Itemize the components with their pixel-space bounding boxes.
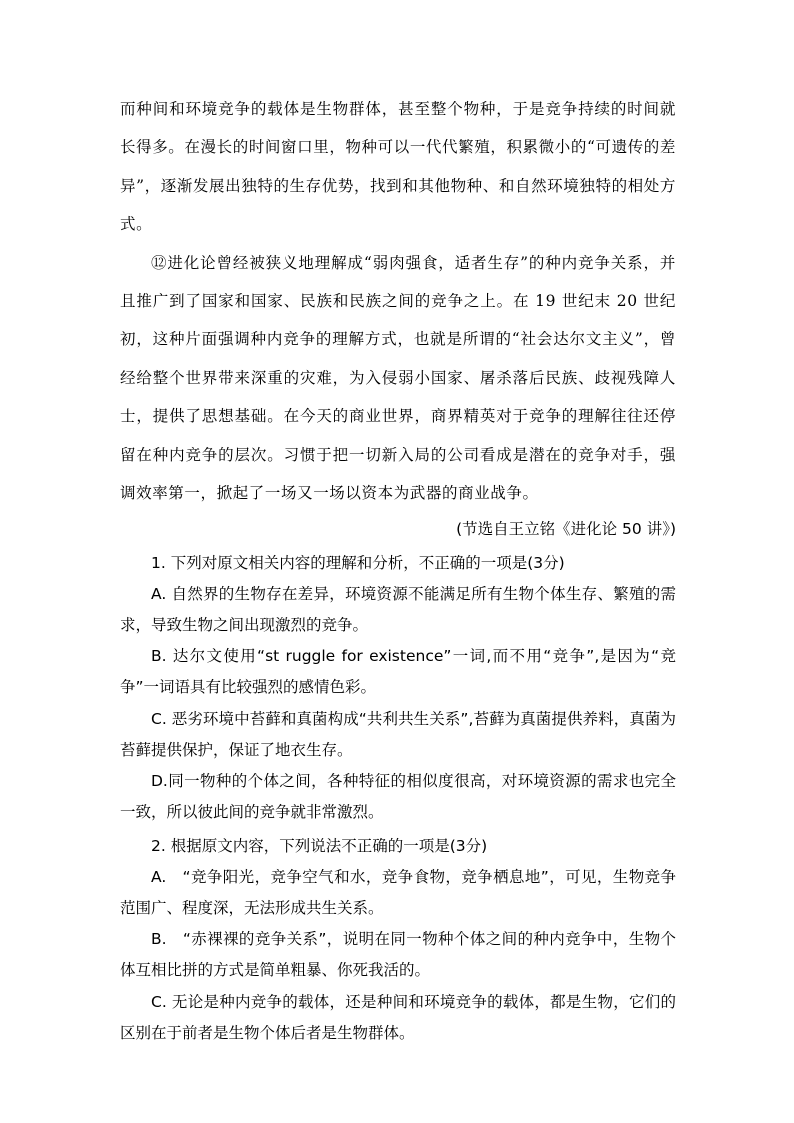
document-content: [120, 90, 676, 1049]
question-option-a: A. 自然界的生物存在差异，环境资源不能满足所有生物个体生存、繁殖的需求，导致生物之间出现激烈的竞争。: [120, 584, 676, 635]
question-option-c: C. 恶劣环境中苔藓和真菌构成“共利共生关系”,苔藓为真菌提供养料，真菌为苔藓提供保护，保证了地衣生存。: [120, 709, 676, 759]
passage-paragraph-12: ⑫进化论曾经被狭义地理解成“弱肉强食，适者生存”的种内竞争关系，并且推广到了国家和国家、民族和民族之间的竞争之上。在 19 世纪末 20 世纪初，这种片面强调种内竞争的理解方式，也就是所谓的“社会达尔文主义”，曾经给整个世界带来深重的灾难，为入侵弱小国家、屠杀落后民族、歧视残障人士，提供了思想基础。在今天的商业世界，商界精英对于竞争的理解往往还停留在种内竞争的层次。习惯于把一切新入局的公司看成是潜在的竞争对手，强调效率第一，掀起了一场又一场以资本为武器的商业战争。: [120, 253, 676, 503]
passage-paragraph-continued: 而种间和环境竞争的载体是生物群体，甚至整个物种，于是竞争持续的时间就长得多。在漫长的时间窗口里，物种可以一代代繁殖，积累微小的“可遗传的差异”，逐渐发展出独特的生存优势，找到和其他物种、和自然环境独特的相处方式。: [120, 100, 676, 234]
question-option-b: B. 达尔文使用“st ruggle for existence”一词,而不用“竞争”,是因为“竞争”一词语具有比较强烈的感情色彩。: [120, 647, 676, 697]
question-option-c: C. 无论是种内竞争的载体，还是种间和环境竞争的载体，都是生物，它们的区别在于前者是生物个体后者是生物群体。: [120, 992, 676, 1042]
question-option-a: A. “竞争阳光，竞争空气和水，竞争食物，竞争栖息地”，可见，生物竞争范围广、程度深，无法形成共生关系。: [120, 867, 676, 917]
question-1: [120, 548, 676, 829]
question-stem: 2. 根据原文内容，下列说法不正确的一项是(3分): [151, 836, 488, 855]
passage-source: (节选自王立铭《进化论 50 讲》): [456, 520, 676, 539]
question-2: [120, 831, 676, 1049]
question-option-d: D.同一物种的个体之间，各种特征的相似度很高，对环境资源的需求也完全一致，所以彼此间的竞争就非常激烈。: [120, 772, 676, 822]
question-stem: 1. 下列对原文相关内容的理解和分析，不正确的一项是(3分): [151, 553, 565, 572]
question-option-b: B. “赤裸裸的竞争关系”，说明在同一物种个体之间的种内竞争中，生物个体互相比拼的方式是简单粗暴、你死我活的。: [120, 930, 676, 980]
